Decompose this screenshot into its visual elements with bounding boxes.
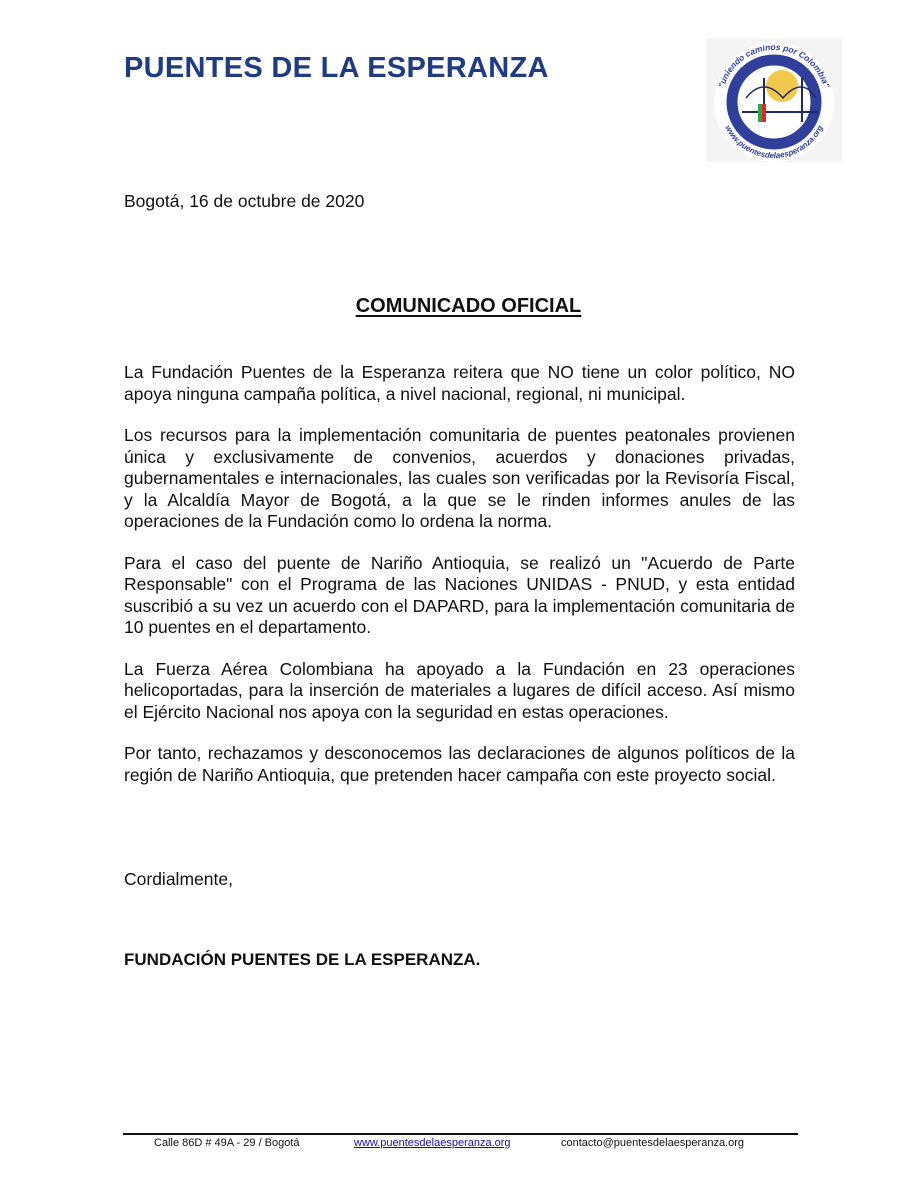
logo-slogan-text: "uniendo caminos por Colombia" <box>716 41 832 89</box>
letter-signature: FUNDACIÓN PUENTES DE LA ESPERANZA. <box>124 950 481 969</box>
logo-website-text: www.puentesdelaesperanza.org <box>723 123 825 161</box>
body-paragraph: Los recursos para la implementación comunitaria de puentes peatonales provienen única y exclusivamente de convenios, acuerdos y donaciones privadas, gubernamentales e internacionales, las cuales son verificadas por la Revisoría Fiscal, y la Alcaldía Mayor de Bogotá, a la que se le rinden informes anules de las operaciones de la Fundación como lo ordena la norma. <box>124 425 795 531</box>
letter-closing: Cordialmente, <box>124 869 233 889</box>
organization-logo <box>706 38 842 162</box>
footer-email: contacto@puentesdelaesperanza.org <box>561 1137 745 1149</box>
footer-address: Calle 86D # 49A - 29 / Bogotá <box>154 1137 300 1149</box>
organization-title: PUENTES DE LA ESPERANZA <box>124 52 549 84</box>
footer-website-link[interactable]: www.puentesdelaesperanza.org <box>354 1137 511 1149</box>
document-heading <box>0 295 921 318</box>
letter-body <box>124 362 795 806</box>
bridge-logo-icon <box>706 38 842 162</box>
letter-date: Bogotá, 16 de octubre de 2020 <box>124 191 365 211</box>
body-paragraph: La Fundación Puentes de la Esperanza reitera que NO tiene un color político, NO apoya ninguna campaña política, a nivel nacional, regional, ni municipal. <box>124 362 795 404</box>
footer-divider <box>123 1133 798 1135</box>
body-paragraph: Por tanto, rechazamos y desconocemos las declaraciones de algunos políticos de la región de Nariño Antioquia, que pretenden hacer campaña con este proyecto social. <box>124 743 795 785</box>
body-paragraph: Para el caso del puente de Nariño Antioquia, se realizó un "Acuerdo de Parte Responsable" con el Programa de las Naciones UNIDAS - PNUD, y esta entidad suscribió a su vez un acuerdo con el DAPARD, para la implementación comunitaria de 10 puentes en el departamento. <box>124 552 795 637</box>
body-paragraph: La Fuerza Aérea Colombiana ha apoyado a la Fundación en 23 operaciones helicoportadas, para la inserción de materiales a lugares de difícil acceso. Así mismo el Ejército Nacional nos apoya con la seguridad en estas operaciones. <box>124 658 795 722</box>
document-heading-text: COMUNICADO OFICIAL <box>355 295 582 317</box>
